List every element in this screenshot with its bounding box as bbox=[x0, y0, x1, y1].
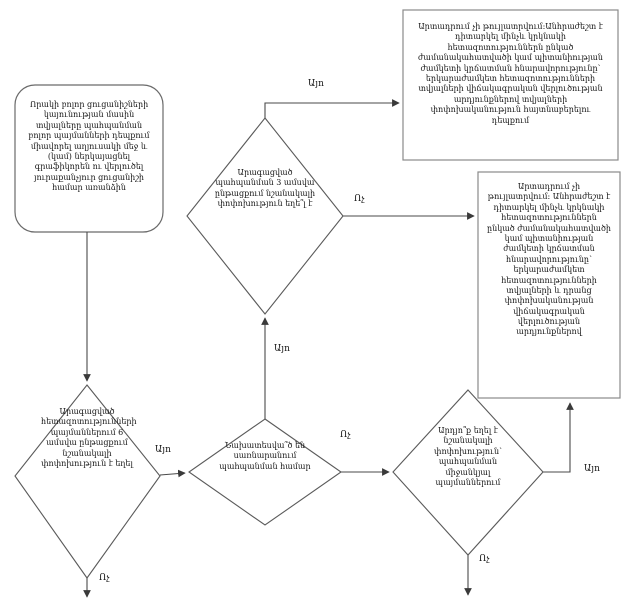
edge-label-refrigerator-yes: Այո bbox=[274, 344, 290, 354]
start-node-text: Որակի բոլոր ցուցանիշների կայունության մասին տվյալները պահպանման բոլոր պայմանների դեպքում միավորել աղյուսակի մեջ և (կամ) ներկայացնել գրաֆիկորեն ու վերլուծել յուրաքանչյուր ցուցանիշի համար առանձին bbox=[28, 100, 150, 193]
decision-accel-3m-text: Արագացված պահպանման 3 ամսվա ընթացքում նշանակալի փոփոխություն եղե՞լ է bbox=[214, 168, 316, 209]
edge-label-intermediate-yes: Այո bbox=[584, 464, 600, 474]
edge-accel6m-yes-to-refrigerator bbox=[160, 473, 185, 475]
decision-intermediate-text: Արդյո՞ք եղել է նշանակալի փոփոխություն՝ պահպանման միջանկյալ պայմաններում bbox=[434, 426, 502, 487]
edge-label-accel3m-yes: Այո bbox=[308, 79, 324, 89]
decision-accel-6m-text: Արագացված հետազոտությունների պայմաններում 6 ամսվա ընթացքում նշանակալի փոփոխություն է եղել bbox=[41, 407, 137, 468]
decision-refrigerator-text: Նախատեսվա՞ծ են սառնարանում պահպանման համար bbox=[219, 441, 311, 471]
edge-intermediate-yes-to-midright-box bbox=[543, 403, 570, 472]
edge-label-accel6m-no: Ոչ bbox=[99, 573, 110, 583]
edge-label-intermediate-no: Ոչ bbox=[479, 554, 490, 564]
edge-label-accel3m-no: Ոչ bbox=[354, 194, 365, 204]
edge-accel3m-yes-to-topright-box bbox=[265, 103, 399, 118]
edge-label-refrigerator-no: Ոչ bbox=[340, 430, 351, 440]
decision-accel-3m-shape bbox=[187, 118, 343, 314]
no-production-accelerated-box-text: Արտադրում չի թույլատրվում:Անհրաժեշտ է դիտարկել մինչև կրկնակի հետազոտություններն ընկած ժամանակահատվածի կամ պիտանիության ժամկետի կրճատման հնարավորությունը՝ երկարաժամկետ հետազոտությունների տվյալների վիճակագրական վերլուծության արդյունքներով տվյալների փոփոխականություն հայտնաբերելու դեպքում bbox=[418, 22, 603, 125]
no-production-intermediate-box-text: Արտադրում չի թույլատրվում: Անհրաժեշտ է դիտարկել մինչև կրկնակի հետազոտություններն ընկած ժամանակահատվածի կամ պիտանիության ժամկետի կրճատման հնարավորությունը՝ երկարաժամկետ հետազոտությունների տվյալների և դրանց փոփոխականության վիճակագրական վերլուծության արդյունքներով bbox=[487, 182, 611, 337]
edge-label-accel6m-yes: Այո bbox=[155, 445, 171, 455]
